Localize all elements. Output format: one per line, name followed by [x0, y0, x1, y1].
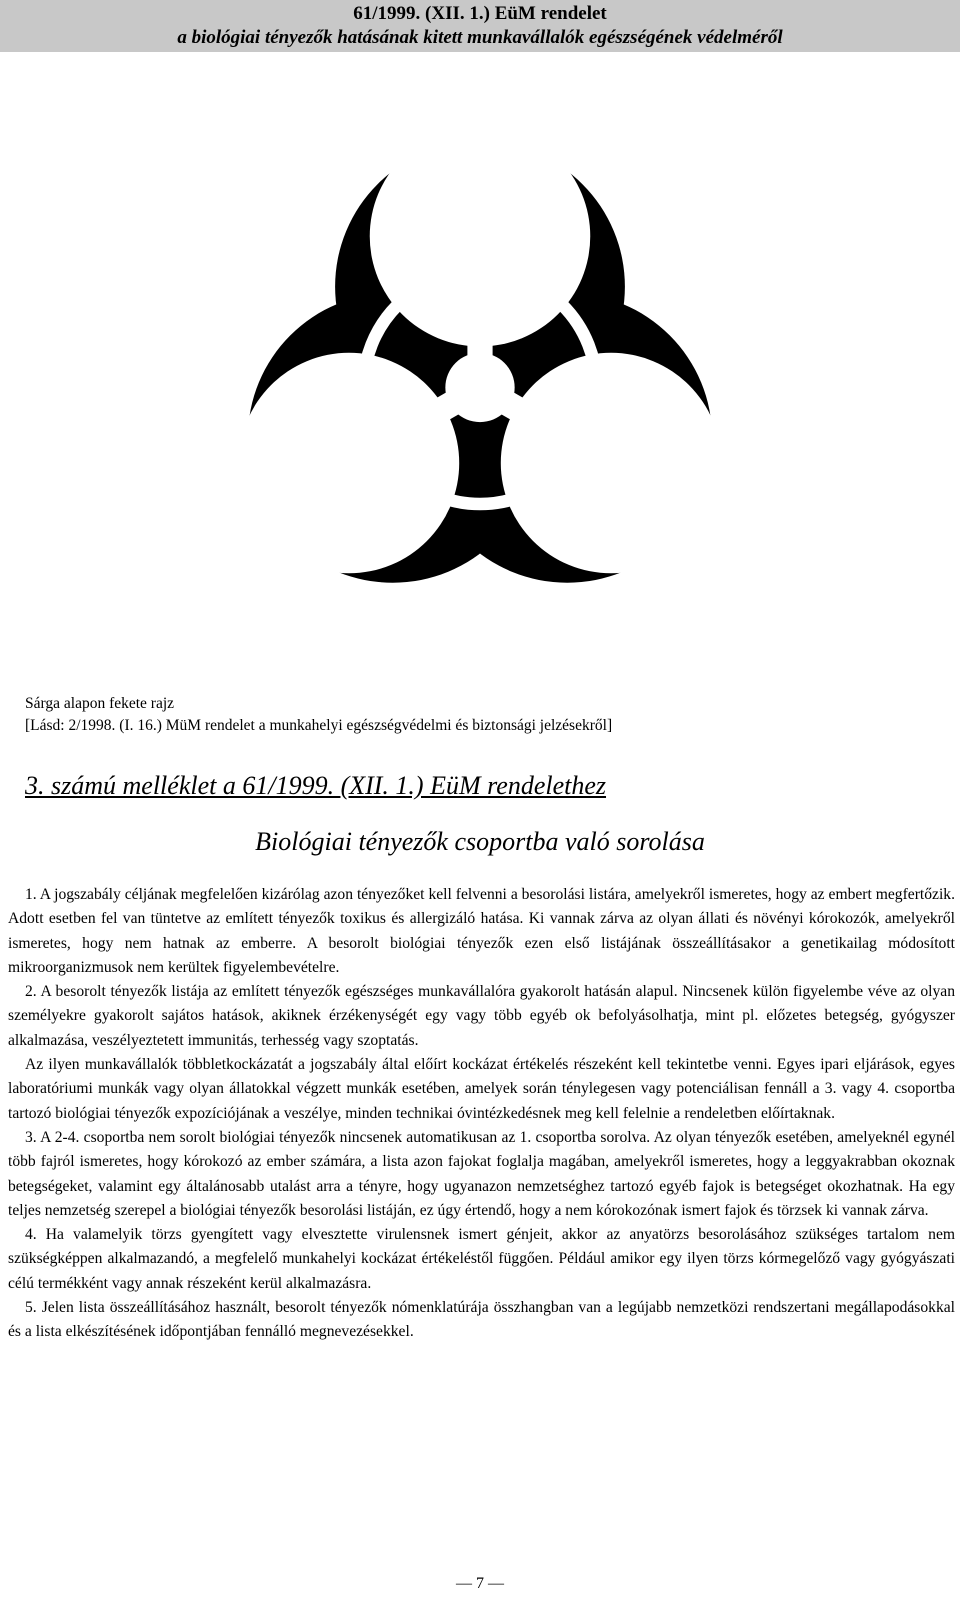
header-subtitle: a biológiai tényezők hatásának kitett munkavállalók egészségének védelméről: [177, 27, 783, 48]
paragraph: 2. A besorolt tényezők listája az említett tényezők egészséges munkavállalóra gyakorolt hatásán alapul. Nincsenek külön figyelembe véve az olyan személyekre gyakorolt sajátos hatások, akiknek érzékenységét egy vagy több egyéb ok befolyásolhatja, mint pl. előzetes betegség, gyógyszer alkalmazása, veszélyeztetett immunitás, terhesség vagy szoptatás.: [8, 983, 955, 1049]
page-number: — 7 —: [456, 1575, 504, 1592]
annex-title: 3. számú melléklet a 61/1999. (XII. 1.) EüM rendelethez: [25, 771, 607, 800]
paragraph: Az ilyen munkavállalók többletkockázatát a jogszabály által előírt kockázat értékelés részeként kell tekintetbe venni. Egyes ipari eljárások, egyes laboratóriumi munkák vagy olyan állatokkal végzett munkák esetében, amelyek során ténylegesen vagy potenciálisan fennáll a 3. vagy 4. csoportba tartozó biológiai tényezők expozíciójának a veszélye, minden technikai óvintézkedésnek meg kell felelnie a rendeletben előírtaknak.: [8, 1056, 955, 1122]
caption-line-1: Sárga alapon fekete rajz: [25, 695, 175, 712]
body-text: [8, 883, 955, 1345]
paragraph: 3. A 2-4. csoportba nem sorolt biológiai tényezők nincsenek automatikusan az 1. csoportba sorolva. Az olyan tényezők esetében, amelyeknél egynél több fajról ismeretes, hogy kórokozó az ember számára, a lista azon fajokat foglalja magában, amelyekről ismeretes, hogy a leggyakrabban okoznak betegségeket, valamint egy általánosabb utalást arra a tényre, hogy ugyanazon nemzetséghez tartozó egyéb fajok is betegséget okozhatnak. Ha egy teljes nemzetség szerepel a biológiai tényezők besorolási listáján, ez úgy értendő, hogy a nem kórokozónak ismert fajok és törzsek ki vannak zárva.: [8, 1128, 955, 1219]
document-header: [0, 0, 960, 52]
section-title: Biológiai tényezők csoportba való sorolása: [255, 827, 705, 856]
biohazard-icon: [165, 88, 795, 668]
paragraph: 4. Ha valamelyik törzs gyengített vagy elvesztette virulensnek ismert génjeit, akkor az anyatörzs besorolásához szükséges tartalom nem szükségképpen alkalmazandó, a megfelelő munkahelyi kockázat értékeléstől függően. Például amikor egy ilyen törzs kórmegelőző vagy gyógyászati célú termékként vagy annak részeként kerül alkalmazásra.: [8, 1226, 955, 1292]
paragraph: 1. A jogszabály céljának megfelelően kizárólag azon tényezőket kell felvenni a besorolási listára, amelyekről ismeretes, hogy az embert megfertőzik. Adott esetben fel van tüntetve az említett tényezők toxikus és allergizáló hatása. Ki vannak zárva az olyan állati és növényi kórokozók, amelyekről ismeretes, hogy nem hatnak az emberre. A besorolt biológiai tényezők ezen első listájának összeállításakor a genetikailag módosított mikroorganizmusok nem kerültek figyelembevételre.: [8, 886, 955, 976]
symbol-caption: [25, 693, 612, 737]
paragraph: 5. Jelen lista összeállításához használt, besorolt tényezők nómenklatúrája összhangban van a legújabb nemzetközi rendszertani megállapodásokkal és a lista elkészítésének időpontjában fennálló megnevezésekkel.: [8, 1299, 955, 1341]
header-title: 61/1999. (XII. 1.) EüM rendelet: [353, 3, 607, 24]
caption-line-2: [Lásd: 2/1998. (I. 16.) MüM rendelet a munkahelyi egészségvédelmi és biztonsági jelzésekről]: [25, 717, 613, 734]
